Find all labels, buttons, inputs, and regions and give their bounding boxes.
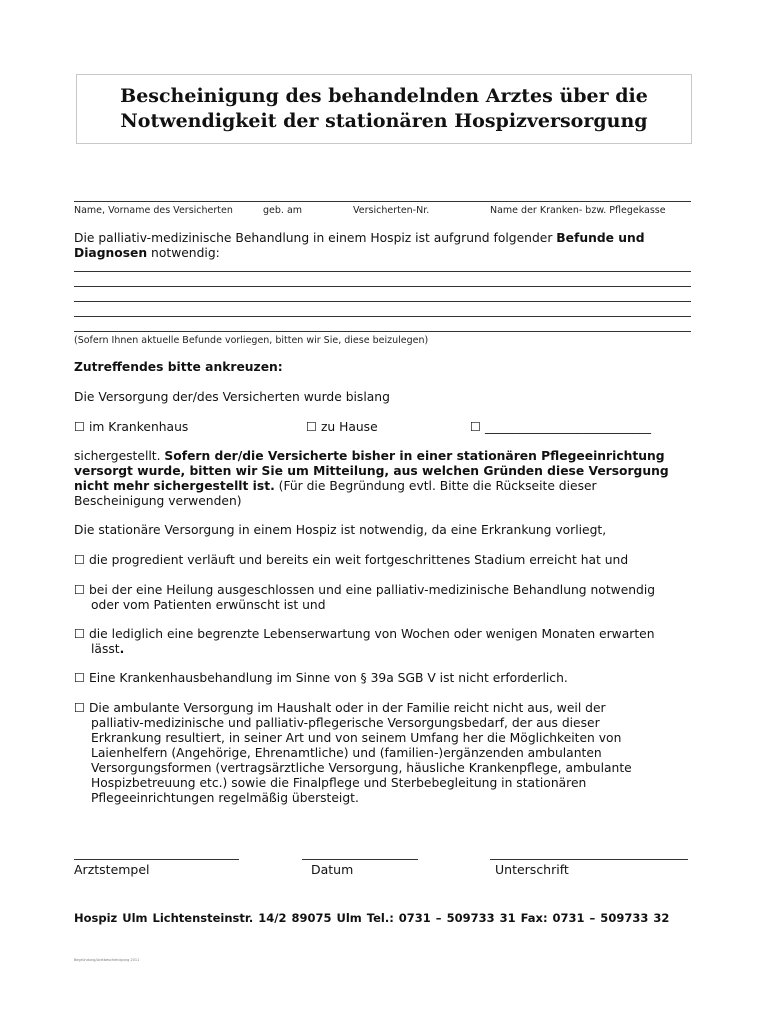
secured-line-2: versorgt wurde, bitten wir Sie um Mitteilung, aus welchen Gründen diese Versorgung	[74, 464, 669, 478]
criterion-4	[74, 671, 694, 686]
checkbox-icon[interactable]: ☐	[74, 671, 86, 685]
signature-label: Unterschrift	[495, 862, 569, 877]
diagnosis-intro-text: Die palliativ-medizinische Behandlung in einem Hospiz ist aufgrund folgender	[74, 231, 557, 245]
criterion-3-text: die lediglich eine begrenzte Lebenserwartung von Wochen oder wenigen Monaten erwarten	[88, 627, 655, 641]
criterion-4-text: Eine Krankenhausbehandlung im Sinne von § 39a SGB V ist nicht erforderlich.	[88, 671, 568, 685]
title-box	[76, 74, 692, 144]
date-field[interactable]	[302, 859, 418, 860]
diagnosis-intro	[74, 231, 694, 246]
criterion-5-line-5: Versorgungsformen (vertragsärztliche Versorgung, häusliche Krankenpflege, ambulante	[91, 761, 632, 775]
option-hospital[interactable]	[74, 420, 274, 435]
diagnosis-intro-end: notwendig:	[147, 246, 220, 260]
secured-bold-1: Sofern der/die Versicherte bisher in einer stationären Pflegeeinrichtung	[164, 449, 665, 463]
criterion-5	[74, 701, 694, 716]
signature-field[interactable]	[490, 859, 688, 860]
checkbox-icon[interactable]: ☐	[74, 420, 86, 434]
option-home[interactable]	[306, 420, 456, 435]
diagnosis-label: Diagnosen	[74, 246, 148, 260]
secured-bold-3: nicht mehr sichergestellt ist.	[74, 479, 275, 493]
checkbox-icon[interactable]: ☐	[306, 420, 318, 434]
document-reference: Begründung/Arztbescheinigung 2011	[74, 958, 140, 962]
checkbox-icon[interactable]: ☐	[74, 627, 86, 641]
criterion-3-dot: .	[119, 642, 125, 656]
criterion-3-line-2	[74, 642, 711, 657]
criterion-2	[74, 583, 694, 598]
criterion-2-text: bei der eine Heilung ausgeschlossen und eine palliativ-medizinische Behandlung notwendig	[88, 583, 656, 597]
insured-number-label: Versicherten-Nr.	[353, 205, 430, 216]
criterion-5-text: Die ambulante Versorgung im Haushalt oder in der Familie reicht nicht aus, weil der	[88, 701, 606, 715]
diagnosis-intro-bold: Befunde und	[556, 231, 645, 245]
option-other[interactable]	[470, 420, 694, 435]
option-hospital-label: im Krankenhaus	[88, 420, 189, 434]
checkbox-icon[interactable]: ☐	[74, 553, 86, 567]
criterion-2-line-2: oder vom Patienten erwünscht ist und	[91, 598, 326, 612]
criterion-5-line-2: palliativ-medizinische und palliativ-pflegerische Versorgungsbedarf, der aus dieser	[91, 716, 600, 730]
secured-line-3	[74, 479, 694, 494]
diagnosis-intro-line-2	[74, 246, 694, 261]
secured-line-4: Bescheinigung verwenden)	[74, 494, 242, 508]
diagnosis-note: (Sofern Ihnen aktuelle Befunde vorliegen, bitten wir Sie, diese beizulegen)	[74, 335, 429, 346]
diagnosis-line-5[interactable]	[74, 331, 691, 332]
insured-dob-label: geb. am	[263, 205, 303, 216]
stamp-label: Arztstempel	[74, 862, 150, 877]
criterion-1-text: die progredient verläuft und bereits ein weit fortgeschrittenes Stadium erreicht hat und	[88, 553, 629, 567]
insurer-name-label: Name der Kranken- bzw. Pflegekasse	[490, 205, 666, 216]
footer-address: Hospiz Ulm Lichtensteinstr. 14/2 89075 Ulm Tel.: 0731 – 509733 31 Fax: 0731 – 509733 32	[74, 911, 670, 925]
criterion-3	[74, 627, 694, 642]
criterion-5-line-6: Hospizbetreuung etc.) sowie die Finalpflege und Sterbebegleitung in stationären	[91, 776, 587, 790]
checkbox-icon[interactable]: ☐	[74, 701, 86, 715]
tick-heading: Zutreffendes bitte ankreuzen:	[74, 360, 283, 374]
diagnosis-line-2[interactable]	[74, 286, 691, 287]
criterion-1	[74, 553, 694, 568]
secured-text: sichergestellt.	[74, 449, 165, 463]
secured-line-1	[74, 449, 694, 464]
care-question: Die Versorgung der/des Versicherten wurde bislang	[74, 390, 390, 404]
diagnosis-line-3[interactable]	[74, 301, 691, 302]
checkbox-icon[interactable]: ☐	[74, 583, 86, 597]
insured-fields-line[interactable]	[74, 201, 691, 202]
insured-name-label: Name, Vorname des Versicherten	[74, 205, 233, 216]
criterion-5-line-4: Laienhelfern (Angehörige, Ehrenamtliche) und (familien-)ergänzenden ambulanten	[91, 746, 602, 760]
title-line-1: Bescheinigung des behandelnden Arztes über die	[120, 85, 648, 107]
date-label: Datum	[311, 862, 354, 877]
criterion-5-line-7: Pflegeeinrichtungen regelmäßig übersteigt.	[91, 791, 359, 805]
secured-post-3: (Für die Begründung evtl. Bitte die Rückseite dieser	[274, 479, 597, 493]
stamp-field[interactable]	[74, 859, 239, 860]
criterion-5-line-3: Erkrankung resultiert, in seiner Art und von seinem Umfang her die Möglichkeiten von	[91, 731, 622, 745]
diagnosis-line-1[interactable]	[74, 271, 691, 272]
criterion-3-line-2-text: lässt	[91, 642, 120, 656]
title-line-2: Notwendigkeit der stationären Hospizversorgung	[120, 110, 648, 132]
option-home-label: zu Hause	[320, 420, 378, 434]
checkbox-icon[interactable]: ☐	[470, 420, 482, 434]
necessity-intro: Die stationäre Versorgung in einem Hospiz ist notwendig, da eine Erkrankung vorliegt,	[74, 523, 607, 537]
diagnosis-line-4[interactable]	[74, 316, 691, 317]
option-other-field[interactable]: ___________________________	[484, 420, 651, 434]
